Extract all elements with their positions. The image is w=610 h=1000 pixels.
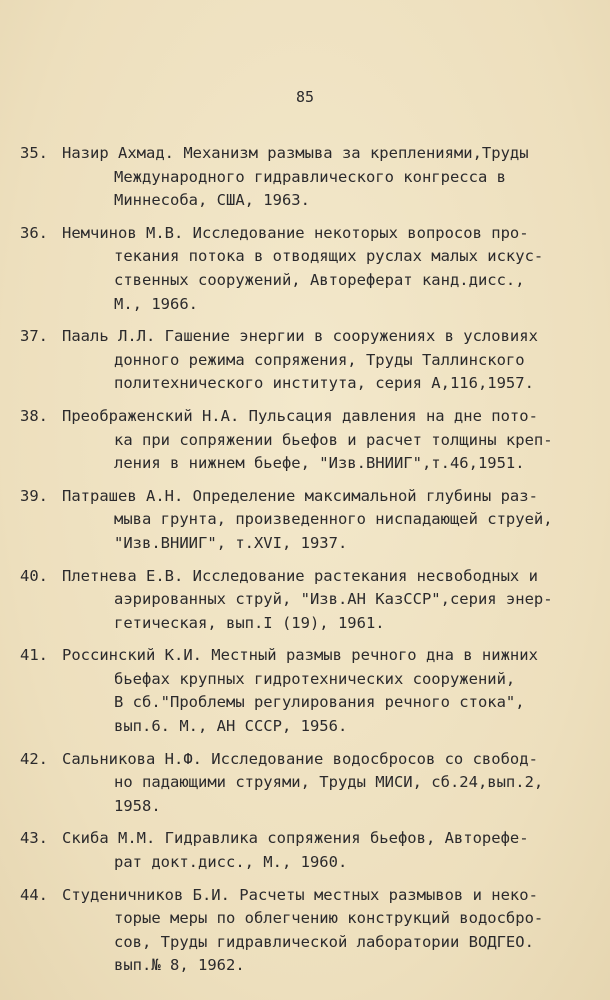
reference-line: Патрашев А.Н. Определение максимальной глубины раз- [62,486,538,505]
reference-line: Скиба М.М. Гидравлика сопряжения бьефов, Авторефе- [62,829,529,848]
reference-line: Международного гидравлического конгресса в [114,167,506,186]
reference-line: Миннесоба, США, 1963. [114,191,310,210]
reference-line: ления в нижнем бьефе, "Изв.ВНИИГ",т.46,1951. [114,454,525,473]
reference-text [62,222,576,316]
reference-line: "Изв.ВНИИГ", т.XVI, 1937. [114,533,348,552]
reference-number: 44. [20,885,48,904]
reference-number: 36. [20,223,48,242]
reference-item [0,884,610,978]
reference-line: ственных сооружений, Автореферат канд.дисс., [114,270,525,289]
reference-number: 41. [20,646,48,665]
reference-item [0,565,610,636]
reference-line: вып.6. М., АН СССР, 1956. [114,717,348,736]
reference-text [62,748,576,819]
reference-line: Сальникова Н.Ф. Исследование водосбросов со свобод- [62,749,538,768]
reference-line: Назир Ахмад. Механизм размыва за креплениями,Труды [62,144,529,162]
reference-text [62,325,576,396]
reference-item [0,485,610,556]
reference-line: сов, Труды гидравлической лаборатории ВОДГЕО. [114,932,534,951]
reference-line: ка при сопряжении бьефов и расчет толщины креп- [114,430,553,449]
reference-number: 37. [20,327,48,346]
reference-line: бьефах крупных гидротехнических сооружений, [114,669,516,688]
reference-item [0,222,610,316]
reference-item [0,748,610,819]
reference-line: аэрированных струй, "Изв.АН КазССР",серия энер- [114,590,553,609]
reference-line: М., 1966. [114,294,198,313]
reference-text [62,827,576,874]
reference-text [62,142,576,213]
reference-number: 35. [20,144,48,162]
reference-number: 43. [20,829,48,848]
reference-line: текания потока в отводящих руслах малых искус- [114,247,544,266]
reference-line: гетическая, вып.I (19), 1961. [114,613,385,632]
reference-line: Студеничников Б.И. Расчеты местных размывов и неко- [62,885,538,904]
page-number: 85 [295,88,315,106]
reference-text [62,884,576,978]
reference-line: рат докт.дисс., М., 1960. [114,853,348,872]
reference-line: Пааль Л.Л. Гашение энергии в сооружениях в условиях [62,327,538,346]
reference-line: В сб."Проблемы регулирования речного стока", [114,693,525,712]
reference-number: 38. [20,406,48,425]
reference-line: торые меры по облегчению конструкций водосбро- [114,909,544,928]
reference-text [62,485,576,556]
reference-line: донного режима сопряжения, Труды Таллинского [114,350,525,369]
reference-item [0,827,610,874]
reference-item [0,405,610,476]
reference-line: 1958. [114,796,161,815]
reference-item [0,142,610,213]
reference-item [0,644,610,738]
reference-line: политехнического института, серия А,116,1957. [114,374,534,393]
reference-line: Плетнева Е.В. Исследование растекания несвободных и [62,566,538,585]
reference-line: Россинский К.И. Местный размыв речного дна в нижних [62,646,538,665]
reference-number: 39. [20,486,48,505]
reference-line: мыва грунта, произведенного ниспадающей струей, [114,510,553,529]
reference-line: но падающими струями, Труды МИСИ, сб.24,вып.2, [114,773,544,792]
reference-text [62,565,576,636]
reference-number: 42. [20,749,48,768]
reference-line: вып.№ 8, 1962. [114,956,245,975]
reference-text [62,644,576,738]
reference-list [0,142,610,987]
reference-item [0,325,610,396]
reference-text [62,405,576,476]
reference-line: Преображенский Н.А. Пульсация давления на дне пото- [62,406,538,425]
reference-number: 40. [20,566,48,585]
reference-line: Немчинов М.В. Исследование некоторых вопросов про- [62,223,529,242]
